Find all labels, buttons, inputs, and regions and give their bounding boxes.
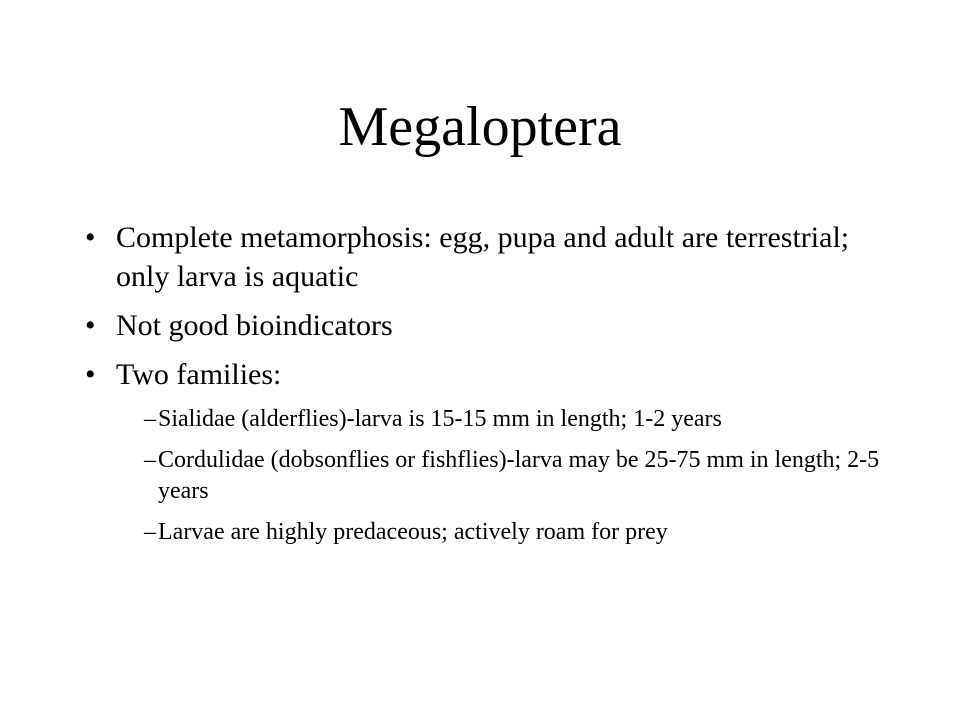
sub-bullet-marker: – — [144, 519, 156, 545]
bullet-text: Two families: — [116, 358, 282, 391]
bullet-marker: • — [85, 309, 96, 342]
bullet-item — [72, 306, 888, 345]
bullet-marker: • — [85, 358, 96, 391]
bullet-item — [72, 355, 888, 394]
sub-bullet-text: Sialidae (alderflies)-larva is 15-15 mm in length; 1-2 years — [158, 406, 722, 432]
sub-bullet-marker: – — [144, 406, 156, 432]
sub-bullet-text: Larvae are highly predaceous; actively roam for prey — [158, 519, 668, 545]
bullet-list — [72, 218, 888, 558]
sub-bullet-marker: – — [144, 447, 156, 473]
sub-bullet-item — [72, 517, 888, 548]
sub-bullet-item — [72, 445, 888, 507]
bullet-marker: • — [85, 221, 96, 254]
bullet-text: Not good bioindicators — [116, 309, 393, 342]
bullet-item — [72, 218, 888, 296]
sub-bullet-item — [72, 404, 888, 435]
bullet-text: Complete metamorphosis: egg, pupa and adult are terrestrial; only larva is aquatic — [116, 221, 850, 293]
slide-title: Megaloptera — [338, 96, 622, 158]
sub-bullet-text: Cordulidae (dobsonflies or fishflies)-larva may be 25-75 mm in length; 2-5 years — [158, 447, 880, 504]
